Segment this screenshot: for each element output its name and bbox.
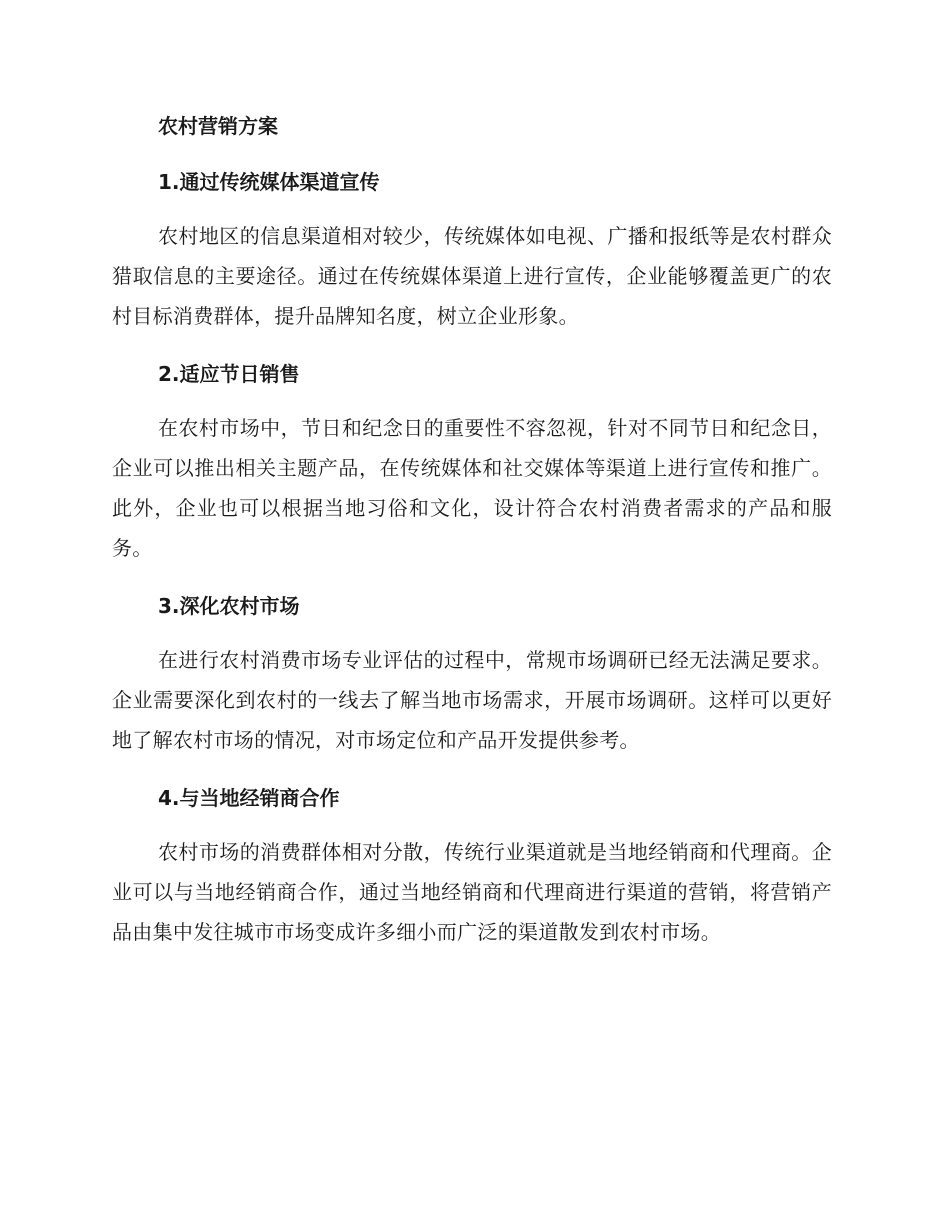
section-body-2: 在农村市场中，节日和纪念日的重要性不容忽视，针对不同节日和纪念日，企业可以推出相关主题产品，在传统媒体和社交媒体等渠道上进行宣传和推广。此外，企业也可以根据当地习俗和文化，设计符合农村消费者需求的产品和服务。 <box>112 416 832 560</box>
section-heading-2: 2.适应节日销售 <box>158 362 300 386</box>
document-page <box>112 108 832 952</box>
section-body-3: 在进行农村消费市场专业评估的过程中，常规市场调研已经无法满足要求。企业需要深化到农村的一线去了解当地市场需求，开展市场调研。这样可以更好地了解农村市场的情况，对市场定位和产品开发提供参考。 <box>112 648 832 752</box>
section-body-1: 农村地区的信息渠道相对较少，传统媒体如电视、广播和报纸等是农村群众猎取信息的主要途径。通过在传统媒体渠道上进行宣传，企业能够覆盖更广的农村目标消费群体，提升品牌知名度，树立企业形象。 <box>112 224 832 328</box>
document-title: 农村营销方案 <box>158 114 278 138</box>
section-heading-4: 4.与当地经销商合作 <box>158 786 340 810</box>
section-heading-3: 3.深化农村市场 <box>158 594 300 618</box>
section-body-4: 农村市场的消费群体相对分散，传统行业渠道就是当地经销商和代理商。企业可以与当地经销商合作，通过当地经销商和代理商进行渠道的营销，将营销产品由集中发往城市市场变成许多细小而广泛的渠道散发到农村市场。 <box>112 840 832 944</box>
section-heading-1: 1.通过传统媒体渠道宣传 <box>158 170 380 194</box>
